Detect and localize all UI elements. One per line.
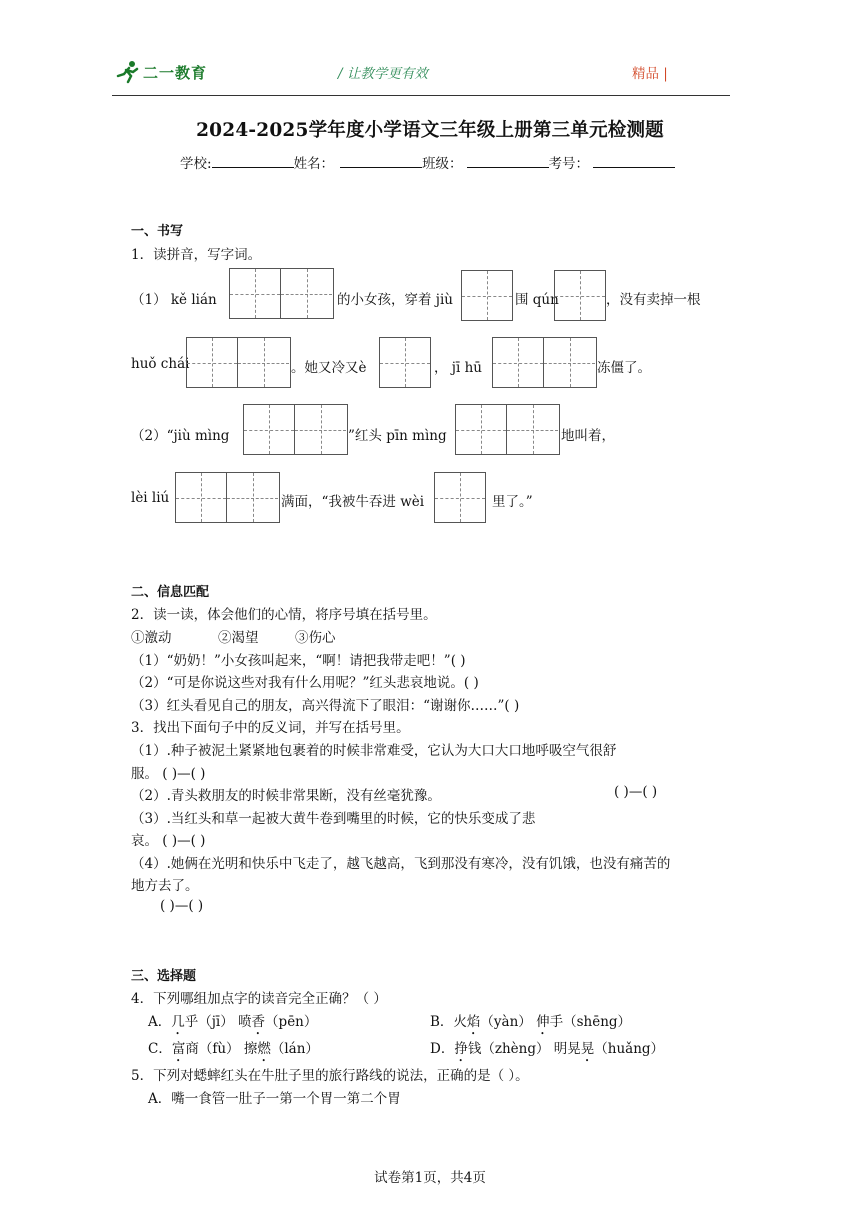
match-item: （3）红头看见自己的朋友，高兴得流下了眼泪：“谢谢你……”( ) xyxy=(131,698,520,714)
antonym-sentence: （4）.她俩在光明和快乐中飞走了，越飞越高，飞到那没有寒冷，没有饥饿，也没有痛苦的 xyxy=(131,856,671,872)
page-footer: 试卷第1页，共4页 xyxy=(374,1170,486,1186)
pinyin-text: ， jī hū xyxy=(434,360,482,376)
pinyin-text: huǒ chái xyxy=(131,356,190,372)
name-label: 姓名： xyxy=(293,156,335,172)
choice-text: （lán） xyxy=(270,1041,319,1057)
dotted-char: 燃 xyxy=(257,1041,271,1057)
choice-text: 钱（zhèng） 明晃 xyxy=(467,1041,581,1057)
dotted-char: 伸 xyxy=(536,1014,550,1030)
header-badge: 精品 | xyxy=(632,66,668,82)
pinyin-text: （1） kě lián xyxy=(131,292,217,308)
antonym-sentence: 哀。 ( )—( ) xyxy=(131,833,206,849)
section-1-heading: 一、书写 xyxy=(131,224,184,239)
class-blank xyxy=(467,154,549,168)
option-2: ②渴望 xyxy=(218,630,259,646)
choice-text: （pēn） xyxy=(265,1014,318,1030)
tianzige-box[interactable] xyxy=(492,337,597,388)
choice-d[interactable] xyxy=(430,1037,664,1065)
choice-a[interactable] xyxy=(148,1010,317,1038)
choice-a[interactable]: A．嘴一食管一肚子一第一个胃一第二个胃 xyxy=(148,1091,401,1107)
choice-c[interactable] xyxy=(148,1037,319,1065)
dotted-char: 挣 xyxy=(454,1041,468,1057)
antonym-sentence: 地方去了。 xyxy=(131,878,199,894)
exam-no-label: 考号： xyxy=(548,156,590,172)
antonym-sentence: （2）.青头救朋友的时候非常果断，没有丝毫犹豫。 xyxy=(131,788,441,804)
sentence-text: ”红头 pīn mìng xyxy=(348,428,447,444)
dotted-char: 香 xyxy=(251,1014,266,1030)
question-2: 2．读一读，体会他们的心情，将序号填在括号里。 xyxy=(131,607,437,623)
antonym-blanks: ( )—( ) xyxy=(160,898,204,914)
section-2-heading: 二、信息匹配 xyxy=(131,585,210,600)
question-4: 4．下列哪组加点字的读音完全正确？（ ） xyxy=(131,991,387,1007)
tianzige-box[interactable] xyxy=(455,404,560,455)
antonym-sentence: （3）.当红头和草一起被大黄牛卷到嘴里的时候，它的快乐变成了悲 xyxy=(131,811,536,827)
question-1: 1．读拼音，写字词。 xyxy=(131,247,262,263)
choice-text: D． xyxy=(430,1041,455,1057)
antonym-sentence: （1）.种子被泥土紧紧地包裹着的时候非常难受，它认为大口大口地呼吸空气很舒 xyxy=(131,743,617,759)
runner-logo-icon xyxy=(115,60,141,84)
header-slogan: / 让教学更有效 xyxy=(338,66,428,82)
choice-text: B．火 xyxy=(430,1014,467,1030)
option-1: ①激动 xyxy=(131,630,172,646)
exam-no-blank xyxy=(593,154,675,168)
dotted-char: 晃 xyxy=(580,1041,595,1057)
match-item: （2）“可是你说这些对我有什么用呢？”红头悲哀地说。( ) xyxy=(131,675,479,691)
tianzige-box[interactable] xyxy=(461,270,513,321)
tianzige-box[interactable] xyxy=(243,404,348,455)
choice-text: （huǎng） xyxy=(594,1041,665,1057)
name-blank xyxy=(340,154,422,168)
choice-text: C． xyxy=(148,1041,172,1057)
pinyin-text: （2）“jiù mìng xyxy=(131,428,230,444)
logo-text: 二一教育 xyxy=(143,63,208,82)
match-item: （1）“奶奶！”小女孩叫起来，“啊！请把我带走吧！”( ) xyxy=(131,653,466,669)
header-divider xyxy=(112,95,730,96)
choice-text: A． xyxy=(148,1014,172,1030)
question-5: 5．下列对蟋蟀红头在牛肚子里的旅行路线的说法，正确的是（ ）。 xyxy=(131,1068,529,1084)
choice-text: 手（shēng） xyxy=(549,1014,632,1030)
question-3: 3．找出下面句子中的反义词，并写在括号里。 xyxy=(131,720,410,736)
sentence-text: 地叫着， xyxy=(561,428,615,444)
antonym-blanks: ( )—( ) xyxy=(614,784,658,800)
tianzige-box[interactable] xyxy=(379,337,431,388)
section-3-heading: 三、选择题 xyxy=(131,969,197,984)
class-label: 班级： xyxy=(422,156,463,172)
sentence-text: ，没有卖掉一根 xyxy=(606,292,701,308)
choice-text: （yàn） xyxy=(480,1014,537,1030)
sentence-text: 冻僵了。 xyxy=(597,360,651,376)
pinyin-text: lèi liú xyxy=(131,490,170,506)
choice-text: 商（fù） 擦 xyxy=(185,1041,258,1057)
student-info-line xyxy=(180,152,675,172)
choice-b[interactable] xyxy=(430,1010,631,1038)
logo xyxy=(115,60,207,84)
dotted-char: 富 xyxy=(171,1041,186,1057)
dotted-char: 几 xyxy=(171,1014,185,1030)
tianzige-box[interactable] xyxy=(175,472,280,523)
school-label: 学校: xyxy=(180,156,212,172)
tianzige-box[interactable] xyxy=(186,337,291,388)
page-title: 2024-2025学年度小学语文三年级上册第三单元检测题 xyxy=(196,120,664,141)
dotted-char: 焰 xyxy=(466,1014,481,1030)
tianzige-box[interactable] xyxy=(229,268,334,319)
sentence-text: 里了。” xyxy=(492,494,533,510)
tianzige-box[interactable] xyxy=(434,472,486,523)
antonym-sentence: 服。 ( )—( ) xyxy=(131,766,206,782)
choice-text: 乎（jī） 喷 xyxy=(184,1014,252,1030)
option-3: ③伤心 xyxy=(295,630,336,646)
sentence-text: 的小女孩，穿着 jiù xyxy=(337,292,453,308)
sentence-text: 满面，“我被牛吞进 wèi xyxy=(281,494,425,510)
school-blank xyxy=(212,154,294,168)
tianzige-box[interactable] xyxy=(554,270,606,321)
sentence-text: 。她又冷又è xyxy=(291,360,367,376)
sentence-text: 围 qún xyxy=(515,292,559,308)
